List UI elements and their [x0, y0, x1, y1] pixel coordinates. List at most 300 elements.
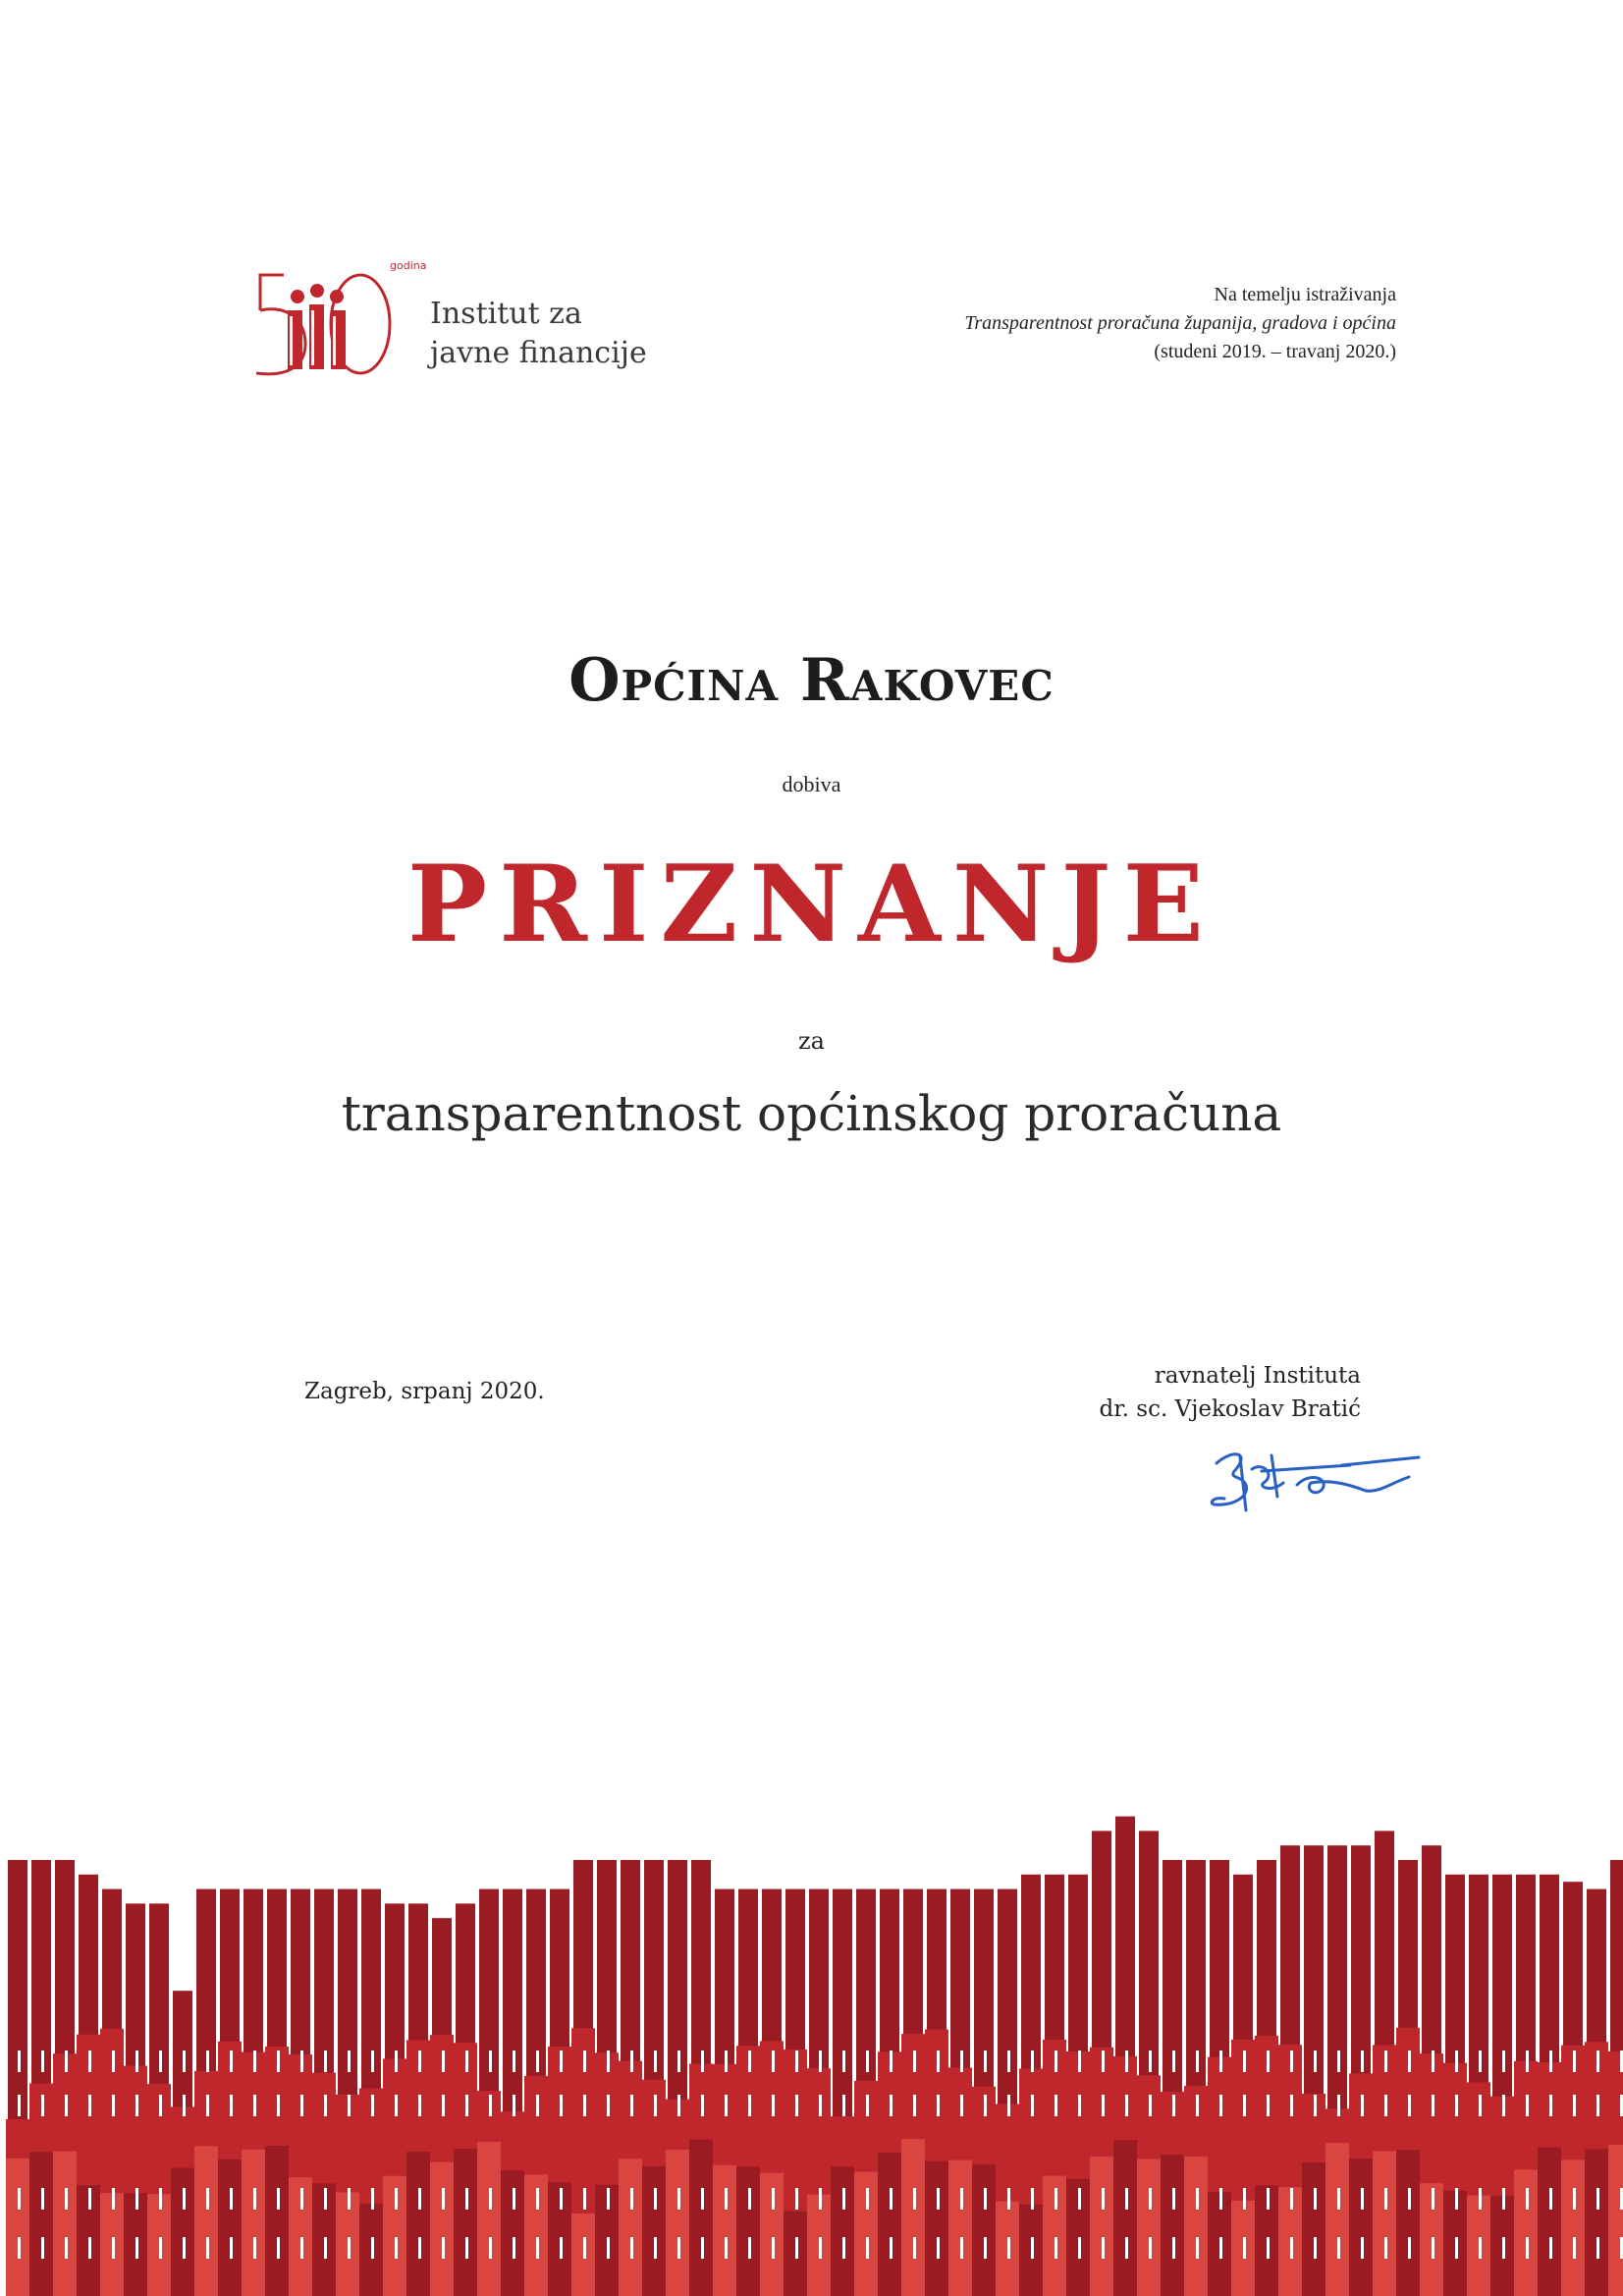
skyline-tick [1526, 2050, 1529, 2072]
skyline-tick [583, 2095, 586, 2116]
skyline-front-block [477, 2142, 501, 2296]
skyline-tick [135, 2050, 138, 2072]
skyline-tick [395, 2095, 398, 2116]
skyline-tick [1479, 2095, 1482, 2116]
skyline-tick [842, 2095, 845, 2116]
skyline-tick [395, 2188, 398, 2210]
skyline-tick [536, 2095, 539, 2116]
skyline-front-block [878, 2153, 901, 2296]
skyline-tick [960, 2095, 963, 2116]
skyline-tick [1361, 2188, 1364, 2210]
skyline-tick [1408, 2188, 1411, 2210]
skyline-tick [1596, 2188, 1599, 2210]
skyline-tick [1267, 2188, 1270, 2210]
skyline-front-block [1585, 2149, 1608, 2296]
skyline-tick [1149, 2050, 1152, 2072]
skyline-tick [1549, 2237, 1552, 2259]
skyline-tick [1172, 2050, 1175, 2072]
skyline-tick [1549, 2188, 1552, 2210]
skyline-tick [1078, 2095, 1081, 2116]
skyline-tick [324, 2237, 327, 2259]
skyline-tick [960, 2050, 963, 2072]
skyline-tick [1337, 2095, 1340, 2116]
skyline-front-block [1396, 2150, 1420, 2296]
skyline-tick [41, 2050, 44, 2072]
skyline-tick [1196, 2188, 1199, 2210]
skyline-tick [536, 2237, 539, 2259]
skyline-front-block [736, 2166, 760, 2296]
skyline-tick [913, 2095, 916, 2116]
skyline-tick [819, 2237, 822, 2259]
skyline-tick [1549, 2095, 1552, 2116]
skyline-tick [607, 2188, 610, 2210]
skyline-tick [1149, 2095, 1152, 2116]
signatory-name: dr. sc. Vjekoslav Bratić [1099, 1396, 1361, 1422]
skyline-front-block [1373, 2152, 1396, 2296]
skyline-tick [1290, 2188, 1293, 2210]
skyline-tick [560, 2050, 563, 2072]
skyline-tick [748, 2095, 751, 2116]
skyline-tick [230, 2237, 233, 2259]
skyline-tick [65, 2095, 68, 2116]
skyline-tick [984, 2188, 987, 2210]
skyline-tick [913, 2188, 916, 2210]
skyline-tick [41, 2237, 44, 2259]
skyline-tick [890, 2095, 893, 2116]
skyline-tick [1337, 2237, 1340, 2259]
skyline-tick [1172, 2237, 1175, 2259]
skyline-tick [536, 2050, 539, 2072]
research-note-line1: Na temelju istraživanja [1214, 284, 1396, 305]
skyline-tick [135, 2095, 138, 2116]
place-and-date: Zagreb, srpanj 2020. [304, 1379, 545, 1404]
skyline-tick [1337, 2050, 1340, 2072]
skyline-tick [277, 2188, 280, 2210]
skyline-tick [1573, 2237, 1576, 2259]
skyline-tick [442, 2095, 445, 2116]
skyline-tick [1243, 2095, 1246, 2116]
skyline-tick [183, 2188, 186, 2210]
skyline-tick [1007, 2095, 1010, 2116]
skyline-tick [159, 2095, 162, 2116]
skyline-tick [112, 2188, 115, 2210]
skyline-tick [183, 2237, 186, 2259]
skyline-tick [1596, 2095, 1599, 2116]
skyline-tick [1102, 2188, 1105, 2210]
skyline-tick [772, 2237, 775, 2259]
skyline-tick [536, 2188, 539, 2210]
skyline-tick [654, 2050, 657, 2072]
skyline-tick [1408, 2237, 1411, 2259]
skyline-tick [583, 2050, 586, 2072]
skyline-tick [701, 2237, 704, 2259]
skyline-front-block [1538, 2148, 1561, 2296]
skyline-tick [1526, 2188, 1529, 2210]
skyline-tick [913, 2050, 916, 2072]
skyline-tick [772, 2095, 775, 2116]
skyline-tick [159, 2237, 162, 2259]
skyline-front-block [6, 2159, 29, 2296]
recipient-rest-2: akovec [849, 646, 1055, 715]
skyline-tick [513, 2050, 515, 2072]
skyline-tick [701, 2095, 704, 2116]
skyline-tick [630, 2050, 633, 2072]
skyline-tick [41, 2095, 44, 2116]
skyline-tick [1031, 2095, 1034, 2116]
skyline-tick [1455, 2050, 1458, 2072]
skyline-front-block [265, 2146, 289, 2296]
skyline-tick [701, 2188, 704, 2210]
skyline-tick [819, 2050, 822, 2072]
skyline-tick [630, 2188, 633, 2210]
skyline-tick [230, 2050, 233, 2072]
skyline-front-block [1137, 2159, 1161, 2296]
skyline-front-block [1302, 2162, 1325, 2296]
skyline-tick [1055, 2237, 1057, 2259]
skyline-tick [1314, 2188, 1317, 2210]
skyline-tick [795, 2237, 798, 2259]
skyline-tick [253, 2050, 256, 2072]
skyline-tick [725, 2095, 728, 2116]
skyline-tick [253, 2188, 256, 2210]
skyline-front-block [242, 2150, 265, 2296]
skyline-tick [183, 2050, 186, 2072]
skyline-front-block [171, 2168, 194, 2296]
skyline-tick [395, 2237, 398, 2259]
skyline-tick [206, 2050, 209, 2072]
award-title: PRIZNANJE [407, 843, 1216, 966]
skyline-tick [371, 2237, 374, 2259]
skyline-tick [1007, 2050, 1010, 2072]
skyline-tick [772, 2050, 775, 2072]
skyline-tick [1172, 2095, 1175, 2116]
skyline-tick [866, 2237, 869, 2259]
skyline-tick [159, 2188, 162, 2210]
skyline-tick [819, 2095, 822, 2116]
skyline-tick [18, 2050, 21, 2072]
skyline-tick [465, 2050, 468, 2072]
skyline-front-block [1184, 2157, 1208, 2296]
skyline-tick [1125, 2050, 1128, 2072]
skyline-tick [677, 2095, 680, 2116]
recipient-initial-2: R [800, 646, 850, 715]
skyline-tick [112, 2237, 115, 2259]
skyline-tick [1479, 2050, 1482, 2072]
skyline-tick [984, 2095, 987, 2116]
skyline-tick [1078, 2188, 1081, 2210]
skyline-tick [1455, 2237, 1458, 2259]
skyline-tick [18, 2237, 21, 2259]
skyline-tick [277, 2050, 280, 2072]
skyline-tick [1290, 2095, 1293, 2116]
skyline-tick [677, 2050, 680, 2072]
skyline-tick [489, 2237, 492, 2259]
skyline-tick [607, 2050, 610, 2072]
skyline-tick [1432, 2050, 1434, 2072]
institute-name-line1: Institut za [430, 297, 582, 331]
skyline-tick [1502, 2050, 1505, 2072]
skyline-tick [442, 2237, 445, 2259]
skyline-tick [1055, 2095, 1057, 2116]
skyline-front-block [619, 2159, 642, 2296]
skyline-tick [135, 2188, 138, 2210]
skyline-tick [1314, 2237, 1317, 2259]
skyline-tick [1314, 2050, 1317, 2072]
skyline-tick [513, 2237, 515, 2259]
skyline-tick [795, 2095, 798, 2116]
skyline-tick [1007, 2237, 1010, 2259]
skyline-tick [324, 2095, 327, 2116]
skyline-front-block [1349, 2159, 1373, 2296]
skyline-tick [300, 2188, 303, 2210]
skyline-tick [1455, 2188, 1458, 2210]
skyline-tick [1384, 2188, 1387, 2210]
skyline-tick [1031, 2188, 1034, 2210]
skyline-tick [748, 2050, 751, 2072]
skyline-tick [1432, 2095, 1434, 2116]
skyline-tick [654, 2237, 657, 2259]
skyline-tick [1219, 2188, 1222, 2210]
skyline-front-block [406, 2152, 430, 2296]
skyline-tick [300, 2050, 303, 2072]
skyline-tick [630, 2237, 633, 2259]
skyline-tick [112, 2050, 115, 2072]
skyline-tick [65, 2237, 68, 2259]
skyline-tick [1267, 2237, 1270, 2259]
skyline-tick [1007, 2188, 1010, 2210]
skyline-tick [725, 2050, 728, 2072]
signatory-role: ravnatelj Instituta [1154, 1363, 1361, 1389]
recipient-rest-1: pćina [621, 646, 780, 715]
skyline-tick [560, 2237, 563, 2259]
skyline-tick [1596, 2237, 1599, 2259]
skyline-tick [1573, 2050, 1576, 2072]
skyline-tick [1031, 2237, 1034, 2259]
skyline-tick [348, 2050, 351, 2072]
skyline-tick [1267, 2050, 1270, 2072]
skyline-tick [1055, 2188, 1057, 2210]
skyline-tick [183, 2095, 186, 2116]
skyline-tick [88, 2188, 91, 2210]
skyline-tick [960, 2237, 963, 2259]
skyline-tick [654, 2095, 657, 2116]
skyline-tick [1243, 2237, 1246, 2259]
skyline-tick [88, 2050, 91, 2072]
institute-logo [250, 253, 427, 386]
skyline-tick [1455, 2095, 1458, 2116]
recipient-initial-1: O [568, 646, 622, 715]
skyline-tick [65, 2188, 68, 2210]
skyline-tick [583, 2188, 586, 2210]
research-note [846, 281, 1396, 366]
skyline-tick [1549, 2050, 1552, 2072]
skyline-front-block [430, 2161, 454, 2296]
skyline-tick [748, 2237, 751, 2259]
skyline-tick [418, 2237, 421, 2259]
skyline-tick [607, 2095, 610, 2116]
skyline-tick [513, 2095, 515, 2116]
skyline-tick [1149, 2237, 1152, 2259]
skyline-tick [1337, 2188, 1340, 2210]
skyline-tick [1102, 2237, 1105, 2259]
skyline-tick [560, 2095, 563, 2116]
skyline-tick [890, 2188, 893, 2210]
skyline-tick [489, 2188, 492, 2210]
skyline-tick [607, 2237, 610, 2259]
skyline-tick [489, 2095, 492, 2116]
skyline-tick [277, 2237, 280, 2259]
skyline-tick [866, 2050, 869, 2072]
skyline-tick [65, 2050, 68, 2072]
skyline-tick [890, 2237, 893, 2259]
skyline-tick [1196, 2050, 1199, 2072]
skyline-tick [937, 2188, 940, 2210]
recipient-name [0, 646, 1623, 715]
skyline-front-block [1561, 2159, 1585, 2296]
skyline-tick [418, 2188, 421, 2210]
skyline-tick [1267, 2095, 1270, 2116]
skyline-tick [1172, 2188, 1175, 2210]
skyline-tick [1573, 2188, 1576, 2210]
skyline-tick [1102, 2050, 1105, 2072]
skyline-tick [300, 2237, 303, 2259]
skyline-front-block [53, 2152, 77, 2296]
skyline-tick [489, 2050, 492, 2072]
skyline-tick [1384, 2237, 1387, 2259]
skyline-tick [348, 2188, 351, 2210]
skyline-tick [1596, 2050, 1599, 2072]
skyline-tick [583, 2237, 586, 2259]
skyline-tick [842, 2050, 845, 2072]
skyline-tick [324, 2050, 327, 2072]
skyline-tick [1573, 2095, 1576, 2116]
skyline-tick [1125, 2095, 1128, 2116]
skyline-tick [654, 2188, 657, 2210]
skyline-tick [1219, 2095, 1222, 2116]
skyline-tick [1384, 2095, 1387, 2116]
skyline-tick [1149, 2188, 1152, 2210]
skyline-tick [1219, 2050, 1222, 2072]
skyline-tick [560, 2188, 563, 2210]
skyline-front-block [925, 2161, 948, 2296]
logo-50-mark [250, 253, 407, 386]
institute-name [430, 295, 647, 373]
skyline-tick [630, 2095, 633, 2116]
skyline-front-block [972, 2164, 996, 2296]
skyline-tick [725, 2237, 728, 2259]
skyline-tick [795, 2050, 798, 2072]
skyline-front-block [454, 2149, 477, 2296]
skyline-tick [513, 2188, 515, 2210]
skyline-tick [701, 2050, 704, 2072]
skyline-tick [866, 2188, 869, 2210]
skyline-tick [890, 2050, 893, 2072]
skyline-tick [1361, 2050, 1364, 2072]
skyline-tick [819, 2188, 822, 2210]
skyline-tick [1361, 2095, 1364, 2116]
skyline-tick [442, 2188, 445, 2210]
skyline-tick [1502, 2095, 1505, 2116]
skyline-tick [937, 2237, 940, 2259]
skyline-front-block [1608, 2145, 1623, 2296]
skyline-tick [1290, 2237, 1293, 2259]
skyline-front-block [29, 2152, 53, 2296]
skyline-tick [795, 2188, 798, 2210]
skyline-tick [135, 2237, 138, 2259]
skyline-tick [465, 2237, 468, 2259]
award-reason: transparentnost općinskog proračuna [341, 1085, 1282, 1142]
skyline-tick [88, 2237, 91, 2259]
research-note-period: (studeni 2019. – travanj 2020.) [1154, 341, 1396, 362]
skyline-tick [1125, 2188, 1128, 2210]
skyline-front-block [1113, 2140, 1137, 2296]
skyline-tick [842, 2188, 845, 2210]
skyline-tick [1125, 2237, 1128, 2259]
skyline-tick [395, 2050, 398, 2072]
skyline-tick [1314, 2095, 1317, 2116]
award-verb: dobiva [782, 772, 841, 796]
skyline-tick [465, 2095, 468, 2116]
skyline-tick [725, 2188, 728, 2210]
skyline-tick [1479, 2237, 1482, 2259]
skyline-tick [1526, 2095, 1529, 2116]
skyline-front-block [642, 2166, 666, 2296]
skyline-tick [230, 2095, 233, 2116]
skyline-tick [1479, 2188, 1482, 2210]
skyline-front-block [689, 2140, 713, 2296]
skyline-tick [253, 2095, 256, 2116]
award-for-word: za [798, 1027, 825, 1055]
skyline-tick [1243, 2188, 1246, 2210]
skyline-tick [748, 2188, 751, 2210]
skyline-tick [984, 2050, 987, 2072]
skyline-tick [1526, 2237, 1529, 2259]
skyline-tick [842, 2237, 845, 2259]
skyline-tick [866, 2095, 869, 2116]
decorative-skyline [0, 1660, 1623, 2296]
skyline-tick [418, 2050, 421, 2072]
skyline-tick [206, 2237, 209, 2259]
skyline-tick [1502, 2237, 1505, 2259]
skyline-tick [677, 2237, 680, 2259]
skyline-tick [230, 2188, 233, 2210]
skyline-tick [1196, 2095, 1199, 2116]
skyline-tick [300, 2095, 303, 2116]
skyline-tick [1055, 2050, 1057, 2072]
skyline-tick [1361, 2237, 1364, 2259]
skyline-tick [324, 2188, 327, 2210]
skyline-tick [960, 2188, 963, 2210]
skyline-tick [937, 2095, 940, 2116]
skyline-front-block [1090, 2157, 1113, 2296]
skyline-tick [18, 2188, 21, 2210]
signatory-block [1099, 1359, 1361, 1426]
skyline-tick [1290, 2050, 1293, 2072]
skyline-front-block [1325, 2143, 1349, 2296]
institute-name-line2: javne financije [430, 336, 647, 370]
skyline-tick [937, 2050, 940, 2072]
skyline-front-block [194, 2146, 218, 2296]
skyline-tick [18, 2095, 21, 2116]
skyline-tick [677, 2188, 680, 2210]
skyline-front-block [901, 2139, 925, 2296]
skyline-tick [1078, 2237, 1081, 2259]
skyline-tick [1408, 2050, 1411, 2072]
skyline-tick [1031, 2050, 1034, 2072]
skyline-tick [442, 2050, 445, 2072]
skyline-tick [772, 2188, 775, 2210]
research-note-title: Transparentnost proračuna županija, gradova i općina [964, 312, 1396, 334]
